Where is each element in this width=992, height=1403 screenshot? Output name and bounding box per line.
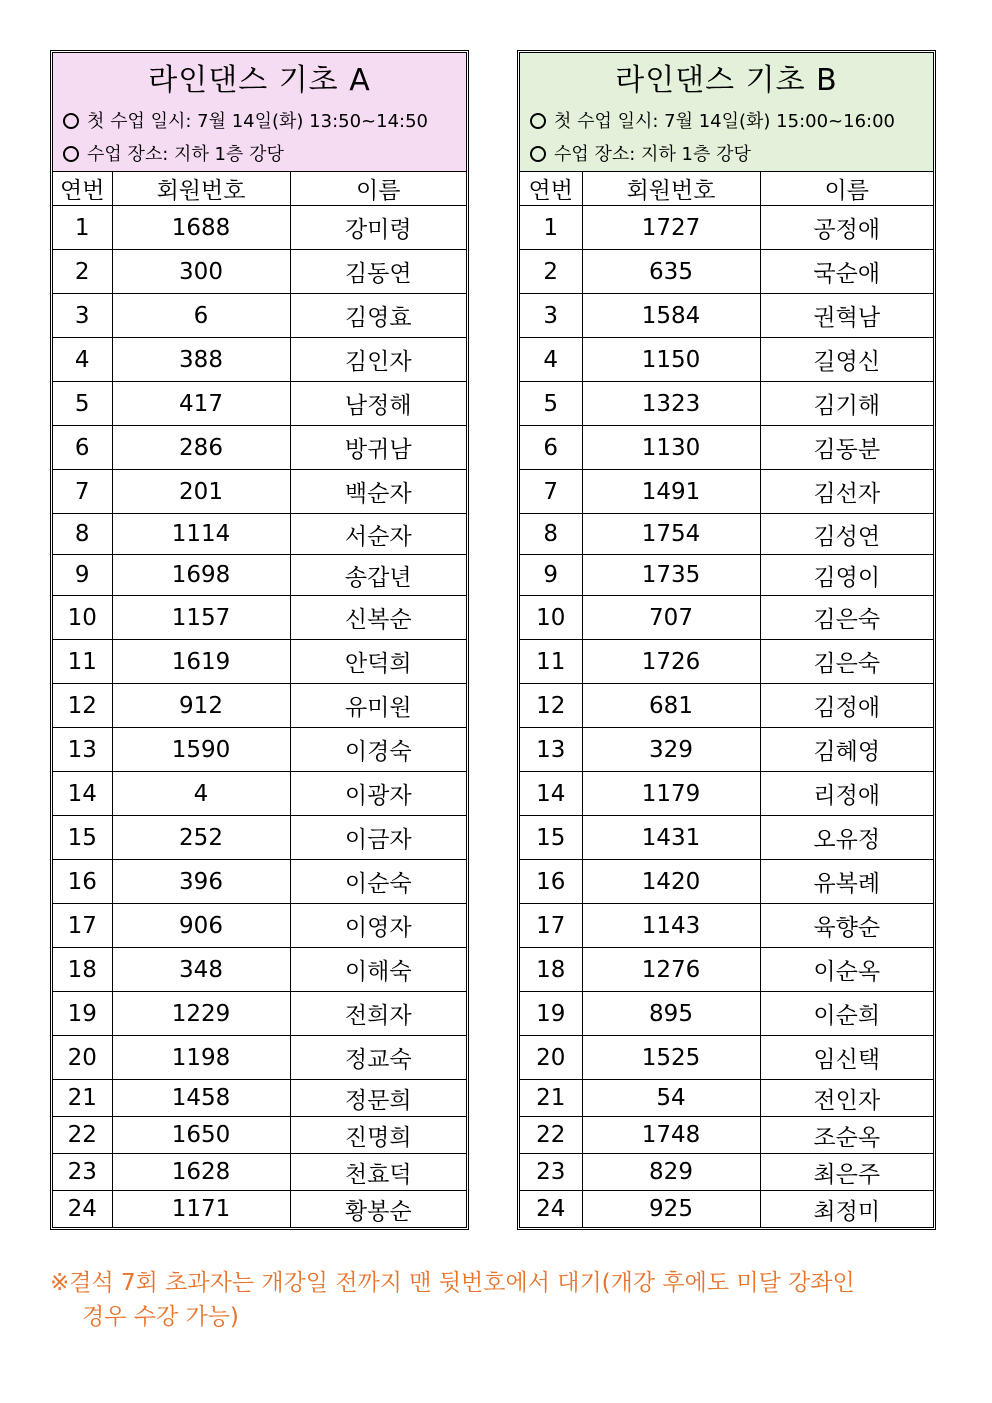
table-row bbox=[53, 470, 466, 514]
row-number: 2 bbox=[53, 250, 112, 294]
circle-bullet-icon bbox=[63, 113, 79, 129]
row-number: 16 bbox=[520, 860, 582, 904]
class-b-rows bbox=[520, 206, 933, 1228]
table-row bbox=[520, 1117, 933, 1154]
row-number: 18 bbox=[520, 948, 582, 992]
member-id: 300 bbox=[112, 250, 290, 294]
member-id: 201 bbox=[112, 470, 290, 514]
row-number: 10 bbox=[520, 596, 582, 640]
table-row bbox=[53, 1191, 466, 1228]
row-number: 19 bbox=[520, 992, 582, 1036]
table-row bbox=[53, 555, 466, 596]
member-id: 1276 bbox=[582, 948, 760, 992]
table-row bbox=[520, 1191, 933, 1228]
member-id: 906 bbox=[112, 904, 290, 948]
table-row bbox=[53, 206, 466, 250]
member-name: 김은숙 bbox=[760, 640, 933, 684]
table-row bbox=[520, 555, 933, 596]
row-number: 12 bbox=[53, 684, 112, 728]
member-name: 김영효 bbox=[290, 294, 466, 338]
row-number: 14 bbox=[53, 772, 112, 816]
member-id: 1431 bbox=[582, 816, 760, 860]
row-number: 17 bbox=[520, 904, 582, 948]
row-number: 7 bbox=[53, 470, 112, 514]
member-id: 1628 bbox=[112, 1154, 290, 1191]
member-id: 4 bbox=[112, 772, 290, 816]
member-name: 방귀남 bbox=[290, 426, 466, 470]
row-number: 20 bbox=[53, 1036, 112, 1080]
row-number: 11 bbox=[520, 640, 582, 684]
member-id: 635 bbox=[582, 250, 760, 294]
member-id: 895 bbox=[582, 992, 760, 1036]
row-number: 13 bbox=[53, 728, 112, 772]
class-b-header bbox=[520, 53, 933, 172]
row-number: 18 bbox=[53, 948, 112, 992]
row-number: 2 bbox=[520, 250, 582, 294]
member-id: 1727 bbox=[582, 206, 760, 250]
member-id: 1650 bbox=[112, 1117, 290, 1154]
row-number: 24 bbox=[53, 1191, 112, 1228]
member-id: 1525 bbox=[582, 1036, 760, 1080]
table-row bbox=[53, 338, 466, 382]
row-number: 5 bbox=[520, 382, 582, 426]
member-id: 707 bbox=[582, 596, 760, 640]
member-name: 김성연 bbox=[760, 514, 933, 555]
class-a-rows bbox=[53, 206, 466, 1228]
member-id: 1143 bbox=[582, 904, 760, 948]
table-row bbox=[520, 904, 933, 948]
member-name: 김동분 bbox=[760, 426, 933, 470]
member-name: 백순자 bbox=[290, 470, 466, 514]
member-id: 54 bbox=[582, 1080, 760, 1117]
member-name: 임신택 bbox=[760, 1036, 933, 1080]
table-row bbox=[53, 1154, 466, 1191]
member-id: 348 bbox=[112, 948, 290, 992]
class-a-title: 라인댄스 기초 A bbox=[148, 63, 371, 98]
member-id: 396 bbox=[112, 860, 290, 904]
row-number: 16 bbox=[53, 860, 112, 904]
row-number: 1 bbox=[520, 206, 582, 250]
table-row bbox=[520, 728, 933, 772]
table-row bbox=[520, 250, 933, 294]
table-row bbox=[520, 684, 933, 728]
circle-bullet-icon bbox=[530, 113, 546, 129]
table-row bbox=[53, 294, 466, 338]
table-row bbox=[520, 294, 933, 338]
table-row bbox=[53, 728, 466, 772]
member-name: 육향순 bbox=[760, 904, 933, 948]
table-row bbox=[520, 470, 933, 514]
member-name: 강미령 bbox=[290, 206, 466, 250]
table-row bbox=[520, 860, 933, 904]
member-name: 유복례 bbox=[760, 860, 933, 904]
member-name: 이순희 bbox=[760, 992, 933, 1036]
member-id: 1726 bbox=[582, 640, 760, 684]
member-id: 1323 bbox=[582, 382, 760, 426]
member-name: 이금자 bbox=[290, 816, 466, 860]
table-row bbox=[520, 514, 933, 555]
row-number: 17 bbox=[53, 904, 112, 948]
class-b-title: 라인댄스 기초 B bbox=[615, 63, 838, 98]
member-name: 송갑년 bbox=[290, 555, 466, 596]
table-row bbox=[53, 596, 466, 640]
member-id: 1150 bbox=[582, 338, 760, 382]
row-number: 6 bbox=[53, 426, 112, 470]
member-id: 925 bbox=[582, 1191, 760, 1228]
notice-line-1: ※결석 7회 초과자는 개강일 전까지 맨 뒷번호에서 대기(개강 후에도 미달 강좌인 bbox=[50, 1270, 855, 1296]
row-number: 8 bbox=[520, 514, 582, 555]
row-number: 3 bbox=[520, 294, 582, 338]
row-number: 1 bbox=[53, 206, 112, 250]
table-row bbox=[53, 684, 466, 728]
row-number: 10 bbox=[53, 596, 112, 640]
member-id: 252 bbox=[112, 816, 290, 860]
table-row bbox=[53, 1036, 466, 1080]
member-name: 전인자 bbox=[760, 1080, 933, 1117]
table-row bbox=[520, 992, 933, 1036]
member-name: 황봉순 bbox=[290, 1191, 466, 1228]
table-row bbox=[520, 206, 933, 250]
row-number: 12 bbox=[520, 684, 582, 728]
member-name: 안덕희 bbox=[290, 640, 466, 684]
notice-line-2: 경우 수강 가능) bbox=[82, 1304, 239, 1330]
member-name: 정문희 bbox=[290, 1080, 466, 1117]
member-id: 1114 bbox=[112, 514, 290, 555]
row-number: 13 bbox=[520, 728, 582, 772]
table-row bbox=[53, 904, 466, 948]
member-id: 829 bbox=[582, 1154, 760, 1191]
class-a-roster-table bbox=[53, 172, 466, 1227]
table-row bbox=[520, 338, 933, 382]
table-row bbox=[53, 992, 466, 1036]
member-id: 681 bbox=[582, 684, 760, 728]
table-row bbox=[520, 1036, 933, 1080]
table-header-row bbox=[53, 172, 466, 206]
row-number: 14 bbox=[520, 772, 582, 816]
class-a-panel bbox=[50, 50, 469, 1230]
member-id: 388 bbox=[112, 338, 290, 382]
member-id: 1754 bbox=[582, 514, 760, 555]
member-id: 6 bbox=[112, 294, 290, 338]
circle-bullet-icon bbox=[530, 146, 546, 162]
row-number: 19 bbox=[53, 992, 112, 1036]
table-row bbox=[53, 816, 466, 860]
table-row bbox=[53, 1117, 466, 1154]
table-row bbox=[53, 772, 466, 816]
row-number: 4 bbox=[520, 338, 582, 382]
member-name: 이광자 bbox=[290, 772, 466, 816]
col-header-name: 이름 bbox=[290, 172, 466, 206]
member-name: 이순옥 bbox=[760, 948, 933, 992]
row-number: 7 bbox=[520, 470, 582, 514]
table-row bbox=[520, 1154, 933, 1191]
member-name: 진명희 bbox=[290, 1117, 466, 1154]
member-id: 1420 bbox=[582, 860, 760, 904]
member-id: 1229 bbox=[112, 992, 290, 1036]
member-id: 1458 bbox=[112, 1080, 290, 1117]
col-header-member-id: 회원번호 bbox=[112, 172, 290, 206]
class-b-location: 수업 장소: 지하 1층 강당 bbox=[520, 138, 933, 171]
class-a-first-class: 첫 수업 일시: 7월 14일(화) 13:50~14:50 bbox=[53, 105, 466, 138]
member-id: 1130 bbox=[582, 426, 760, 470]
member-id: 1198 bbox=[112, 1036, 290, 1080]
member-name: 천효덕 bbox=[290, 1154, 466, 1191]
row-number: 8 bbox=[53, 514, 112, 555]
table-row bbox=[53, 514, 466, 555]
member-id: 1698 bbox=[112, 555, 290, 596]
row-number: 22 bbox=[520, 1117, 582, 1154]
table-row bbox=[53, 1080, 466, 1117]
member-id: 1619 bbox=[112, 640, 290, 684]
row-number: 21 bbox=[520, 1080, 582, 1117]
col-header-member-id: 회원번호 bbox=[582, 172, 760, 206]
member-name: 전희자 bbox=[290, 992, 466, 1036]
member-name: 국순애 bbox=[760, 250, 933, 294]
member-name: 길영신 bbox=[760, 338, 933, 382]
member-name: 김혜영 bbox=[760, 728, 933, 772]
member-id: 1590 bbox=[112, 728, 290, 772]
row-number: 4 bbox=[53, 338, 112, 382]
row-number: 3 bbox=[53, 294, 112, 338]
circle-bullet-icon bbox=[63, 146, 79, 162]
row-number: 11 bbox=[53, 640, 112, 684]
class-b-roster-table bbox=[520, 172, 933, 1227]
table-row bbox=[520, 382, 933, 426]
member-name: 조순옥 bbox=[760, 1117, 933, 1154]
member-name: 남정해 bbox=[290, 382, 466, 426]
table-row bbox=[53, 640, 466, 684]
table-row bbox=[520, 772, 933, 816]
member-name: 이경숙 bbox=[290, 728, 466, 772]
table-row bbox=[53, 382, 466, 426]
member-name: 김인자 bbox=[290, 338, 466, 382]
member-name: 김선자 bbox=[760, 470, 933, 514]
member-name: 김영이 bbox=[760, 555, 933, 596]
table-row bbox=[53, 948, 466, 992]
member-id: 1157 bbox=[112, 596, 290, 640]
member-name: 공정애 bbox=[760, 206, 933, 250]
member-name: 서순자 bbox=[290, 514, 466, 555]
member-name: 정교숙 bbox=[290, 1036, 466, 1080]
row-number: 23 bbox=[520, 1154, 582, 1191]
col-header-number: 연번 bbox=[53, 172, 112, 206]
member-id: 1748 bbox=[582, 1117, 760, 1154]
row-number: 23 bbox=[53, 1154, 112, 1191]
col-header-name: 이름 bbox=[760, 172, 933, 206]
absence-notice bbox=[50, 1266, 950, 1334]
class-b-panel bbox=[517, 50, 936, 1230]
table-row bbox=[53, 250, 466, 294]
member-id: 286 bbox=[112, 426, 290, 470]
table-header-row bbox=[520, 172, 933, 206]
member-id: 1584 bbox=[582, 294, 760, 338]
table-row bbox=[53, 860, 466, 904]
member-name: 김정애 bbox=[760, 684, 933, 728]
member-id: 912 bbox=[112, 684, 290, 728]
member-name: 유미원 bbox=[290, 684, 466, 728]
table-row bbox=[520, 640, 933, 684]
member-name: 오유정 bbox=[760, 816, 933, 860]
row-number: 21 bbox=[53, 1080, 112, 1117]
row-number: 15 bbox=[53, 816, 112, 860]
class-a-location: 수업 장소: 지하 1층 강당 bbox=[53, 138, 466, 171]
row-number: 22 bbox=[53, 1117, 112, 1154]
member-id: 1179 bbox=[582, 772, 760, 816]
member-id: 1171 bbox=[112, 1191, 290, 1228]
table-row bbox=[520, 816, 933, 860]
member-name: 리정애 bbox=[760, 772, 933, 816]
member-name: 최은주 bbox=[760, 1154, 933, 1191]
member-name: 이해숙 bbox=[290, 948, 466, 992]
table-row bbox=[53, 426, 466, 470]
member-name: 최정미 bbox=[760, 1191, 933, 1228]
member-name: 권혁남 bbox=[760, 294, 933, 338]
member-name: 이영자 bbox=[290, 904, 466, 948]
member-id: 1735 bbox=[582, 555, 760, 596]
col-header-number: 연번 bbox=[520, 172, 582, 206]
row-number: 24 bbox=[520, 1191, 582, 1228]
table-row bbox=[520, 1080, 933, 1117]
row-number: 5 bbox=[53, 382, 112, 426]
row-number: 9 bbox=[520, 555, 582, 596]
row-number: 20 bbox=[520, 1036, 582, 1080]
member-id: 1688 bbox=[112, 206, 290, 250]
member-name: 김기해 bbox=[760, 382, 933, 426]
class-a-header bbox=[53, 53, 466, 172]
row-number: 9 bbox=[53, 555, 112, 596]
member-name: 김동연 bbox=[290, 250, 466, 294]
member-name: 김은숙 bbox=[760, 596, 933, 640]
member-id: 417 bbox=[112, 382, 290, 426]
class-b-first-class: 첫 수업 일시: 7월 14일(화) 15:00~16:00 bbox=[520, 105, 933, 138]
table-row bbox=[520, 948, 933, 992]
member-name: 신복순 bbox=[290, 596, 466, 640]
member-id: 1491 bbox=[582, 470, 760, 514]
member-id: 329 bbox=[582, 728, 760, 772]
table-row bbox=[520, 426, 933, 470]
table-row bbox=[520, 596, 933, 640]
member-name: 이순숙 bbox=[290, 860, 466, 904]
row-number: 15 bbox=[520, 816, 582, 860]
row-number: 6 bbox=[520, 426, 582, 470]
